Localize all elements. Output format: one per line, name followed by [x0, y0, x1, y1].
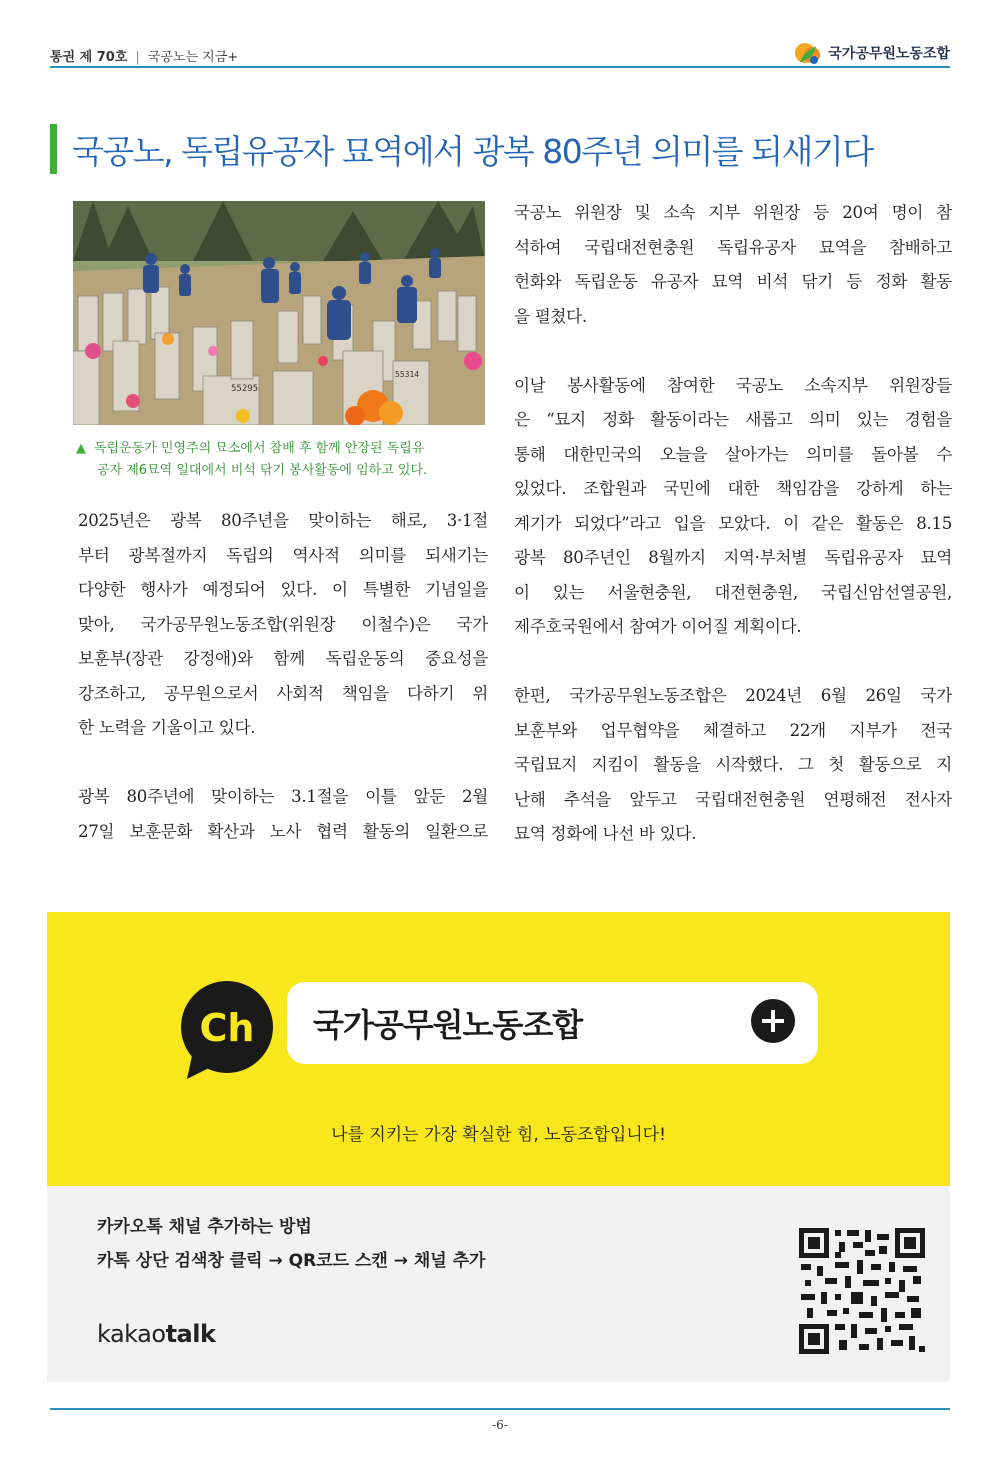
text-line: 국립묘지 지킴이 활동을 시작했다. 그 첫 활동으로 지 — [514, 755, 952, 774]
cemetery-photo — [73, 201, 485, 425]
text-line: 을 펼쳤다. — [514, 306, 587, 326]
text-line: 27일 보훈문화 확산과 노사 협력 활동의 일환으로 — [78, 821, 488, 841]
text-line: 보훈부(장관 강정애)와 함께 독립운동의 중요성을 — [78, 649, 488, 668]
article-photo — [73, 201, 485, 425]
logo-light-part: kakao — [97, 1320, 166, 1348]
text-line: 다양한 행사가 예정되어 있다. 이 특별한 기념일을 — [78, 580, 488, 599]
caption-line-1: 독립운동가 민영주의 묘소에서 참배 후 함께 안장된 독립유 — [94, 441, 425, 456]
footer-rule — [50, 1408, 950, 1410]
text-line: 한 노력을 기울이고 있다. — [78, 718, 256, 737]
guide-title: 카카오톡 채널 추가하는 방법 — [97, 1217, 312, 1237]
text-line: 국공노 위원장 및 소속 지부 위원장 등 20여 명이 참 — [514, 203, 952, 222]
page-number: -6- — [492, 1418, 508, 1432]
text-line: 난해 추석을 앞두고 국립대전현충원 연평해전 전사자 — [514, 789, 952, 809]
text-line: 있었다. 조합원과 국민에 대한 책임감을 강하게 하는 — [514, 479, 952, 498]
text-line: 헌화와 독립운동 유공자 묘역 비석 닦기 등 정화 활동 — [514, 272, 952, 291]
caption-triangle-icon: ▲ — [76, 441, 86, 456]
logo-bold-part: talk — [165, 1320, 216, 1348]
header-rule — [50, 66, 950, 68]
article-column-left — [78, 504, 488, 849]
text-line: 묘역 정화에 나선 바 있다. — [514, 824, 697, 843]
stone-marker-2: 55314 — [395, 370, 420, 379]
text-line: 이날 봉사활동에 참여한 국공노 소속지부 위원장들 — [514, 375, 952, 395]
text-line: 부터 광복절까지 독립의 역사적 의미를 되새기는 — [78, 545, 488, 565]
banner-slogan: 나를 지키는 가장 확실한 힘, 노동조합입니다! — [331, 1125, 666, 1145]
photo-caption — [76, 438, 486, 482]
header-separator: | — [135, 50, 140, 65]
text-line: 강조하고, 공무원으로서 사회적 책임을 다하기 위 — [78, 683, 488, 703]
add-channel-plus-icon[interactable] — [751, 999, 795, 1043]
text-line: 맞아, 국가공무원노동조합(위원장 이철수)은 국가 — [78, 614, 488, 634]
text-line: 2025년은 광복 80주년을 맞이하는 해로, 3·1절 — [78, 511, 488, 530]
article-column-right — [514, 196, 952, 852]
text-line: 석하여 국립대전현충원 독립유공자 묘역을 참배하고 — [514, 237, 952, 257]
text-line: 광복 80주년에 맞이하는 3.1절을 이틀 앞둔 2월 — [78, 787, 488, 806]
page-header — [50, 40, 950, 66]
text-line: 제주호국원에서 참여가 이어질 계획이다. — [514, 617, 802, 636]
stone-marker-1: 55295 — [231, 384, 259, 394]
header-org — [794, 40, 950, 66]
header-left — [50, 46, 238, 65]
text-line: 은 “묘지 정화 활동이라는 새롭고 의미 있는 경험을 — [514, 410, 952, 429]
channel-name: 국가공무원노동조합 — [313, 1006, 583, 1044]
kakao-guide-box — [47, 1186, 950, 1382]
text-line: 광복 80주년인 8월까지 지역·부처별 독립유공자 묘역 — [514, 548, 952, 567]
kakao-channel-icon[interactable] — [179, 981, 275, 1081]
caption-line-2: 공자 제6묘역 일대에서 비석 닦기 봉사활동에 임하고 있다. — [97, 463, 428, 478]
kakaotalk-logo — [97, 1320, 215, 1348]
org-name: 국가공무원노동조합 — [828, 46, 950, 62]
text-line: 계기가 되었다”라고 입을 모았다. 이 같은 활동은 8.15 — [514, 513, 952, 533]
title-accent-bar — [50, 124, 57, 174]
text-line: 이 있는 서울현충원, 대전현충원, 국립신암선열공원, — [514, 582, 952, 602]
ch-label: Ch — [199, 1006, 255, 1050]
kakao-channel-banner — [47, 912, 950, 1186]
text-line: 통해 대한민국의 오늘을 살아가는 의미를 돌아볼 수 — [514, 444, 952, 464]
text-line: 한편, 국가공무원노동조합은 2024년 6월 26일 국가 — [514, 686, 952, 705]
text-line: 보훈부와 업무협약을 체결하고 22개 지부가 전국 — [514, 720, 952, 740]
guide-steps: 카톡 상단 검색창 클릭 → QR코드 스캔 → 채널 추가 — [97, 1251, 486, 1271]
issue-number: 통권 제 70호 — [50, 50, 128, 65]
union-logo-icon — [794, 40, 824, 66]
section-name: 국공노는 지금+ — [147, 50, 239, 65]
channel-search-pill[interactable] — [287, 982, 818, 1064]
article-title: 국공노, 독립유공자 묘역에서 광복 80주년 의미를 되새기다 — [72, 132, 873, 171]
qr-code-icon[interactable] — [799, 1228, 925, 1354]
